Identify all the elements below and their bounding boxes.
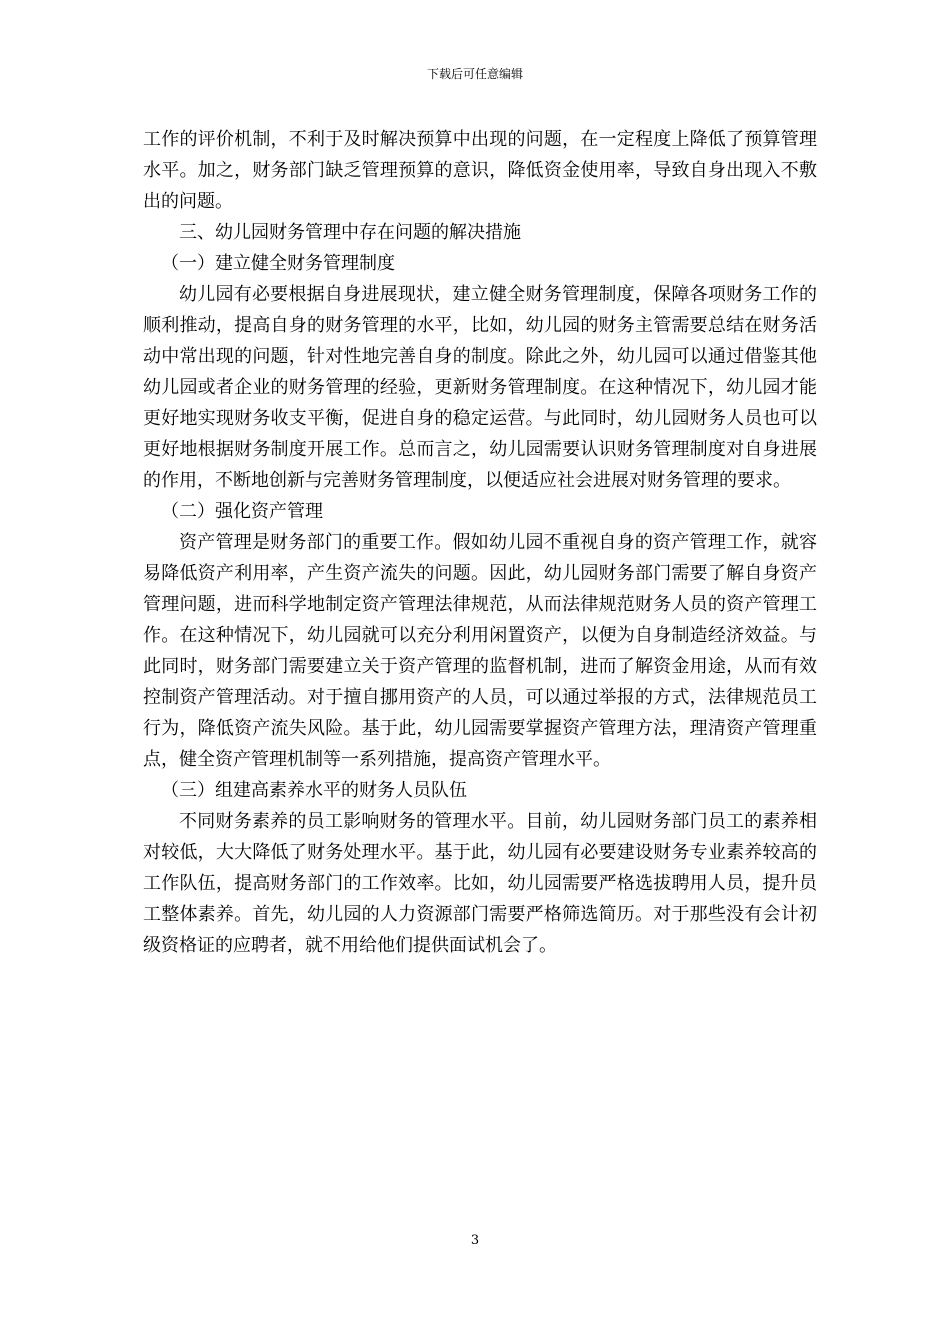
paragraph-financial-system: 幼儿园有必要根据自身进展现状，建立健全财务管理制度，保障各项财务工作的顺利推动，提高自身的财务管理的水平，比如，幼儿园的财务主管需要总结在财务活动中常出现的问题，针对性地完善自身的制度。除此之外，幼儿园可以通过借鉴其他幼儿园或者企业的财务管理的经验，更新财务管理制度。在这种情况下，幼儿园才能更好地实现财务收支平衡，促进自身的稳定运营。与此同时，幼儿园财务人员也可以更好地根据财务制度开展工作。总而言之，幼儿园需要认识财务管理制度对自身进展的作用，不断地创新与完善财务管理制度，以便适应社会进展对财务管理的要求。 (143, 284, 817, 491)
paragraph-asset-management: 资产管理是财务部门的重要工作。假如幼儿园不重视自身的资产管理工作，就容易降低资产利用率，产生资产流失的问题。因此，幼儿园财务部门需要了解自身资产管理问题，进而科学地制定资产管理法律规范，从而法律规范财务人员的资产管理工作。在这种情况下，幼儿园就可以充分利用闲置资产，以便为自身制造经济效益。与此同时，财务部门需要建立关于资产管理的监督机制，进而了解资金用途，从而有效控制资产管理活动。对于擅自挪用资产的人员，可以通过举报的方式，法律规范员工行为，降低资产流失风险。基于此，幼儿园需要掌握资产管理方法，理清资产管理重点，健全资产管理机制等一系列措施，提高资产管理水平。 (143, 532, 817, 770)
subsection-heading-asset-management: （二）强化资产管理 (161, 501, 323, 522)
document-body (143, 124, 817, 961)
subsection-heading-financial-system: （一）建立健全财务管理制度 (161, 253, 395, 274)
paragraph-budget-continuation: 工作的评价机制，不利于及时解决预算中出现的问题，在一定程度上降低了预算管理水平。加之，财务部门缺乏管理预算的意识，降低资金使用率，导致自身出现入不敷出的问题。 (143, 129, 817, 212)
paragraph-staff-team: 不同财务素养的员工影响财务的管理水平。目前，幼儿园财务部门员工的素养相对较低，大大降低了财务处理水平。基于此，幼儿园有必要建设财务专业素养较高的工作队伍，提高财务部门的工作效率。比如，幼儿园需要严格选拔聘用人员，提升员工整体素养。首先，幼儿园的人力资源部门需要严格筛选简历。对于那些没有会计初级资格证的应聘者，就不用给他们提供面试机会了。 (143, 811, 817, 956)
section-heading-solutions: 三、幼儿园财务管理中存在问题的解决措施 (179, 222, 521, 243)
subsection-heading-staff-team: （三）组建高素养水平的财务人员队伍 (161, 780, 467, 801)
page-number: 3 (470, 1233, 480, 1248)
page-header: 下载后可任意编辑 (426, 67, 523, 81)
